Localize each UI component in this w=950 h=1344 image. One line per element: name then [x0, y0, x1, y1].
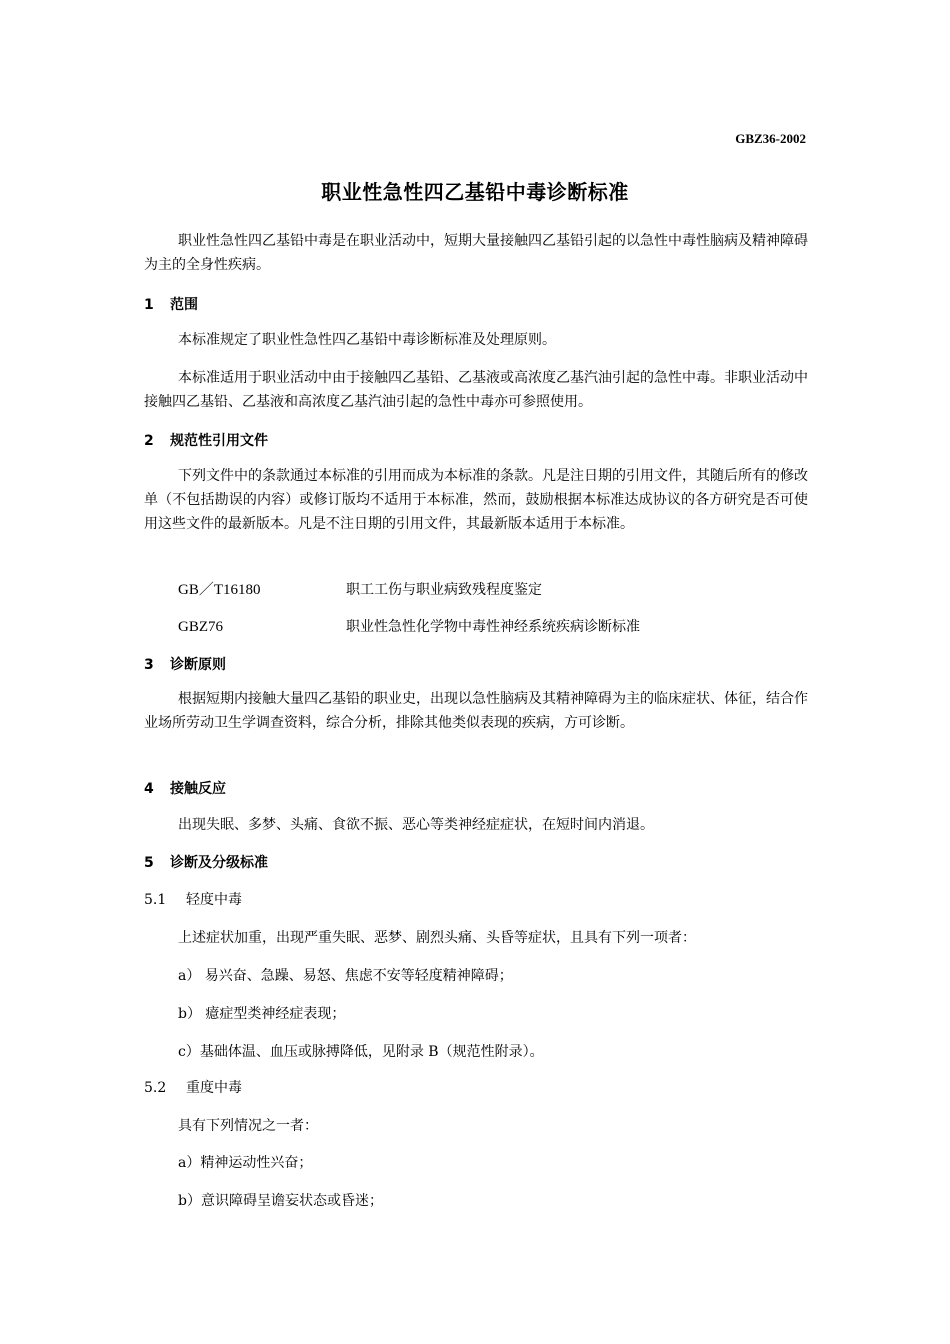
section-number: 5: [144, 855, 154, 871]
subsection-5-2-heading: [144, 1077, 242, 1097]
reference-name: 职工工伤与职业病致残程度鉴定: [346, 582, 542, 598]
section-1-paragraph-2: 本标准适用于职业活动中由于接触四乙基铅、乙基液或高浓度乙基汽油引起的急性中毒。非职业活动中接触四乙基铅、乙基液和高浓度乙基汽油引起的急性中毒亦可参照使用。: [144, 370, 808, 410]
section-1-paragraph-1: 本标准规定了职业性急性四乙基铅中毒诊断标准及处理原则。: [178, 332, 556, 348]
reference-code: GB／T16180: [178, 582, 261, 598]
section-1-heading: [144, 294, 198, 314]
subsection-5-1-heading: [144, 889, 242, 909]
section-3-paragraph-1: 根据短期内接触大量四乙基铅的职业史，出现以急性脑病及其精神障碍为主的临床症状、体征，结合作业场所劳动卫生学调查资料，综合分析，排除其他类似表现的疾病，方可诊断。: [144, 691, 808, 731]
section-4-heading: [144, 778, 226, 798]
reference-name: 职业性急性化学物中毒性神经系统疾病诊断标准: [346, 619, 640, 635]
subsection-title: 轻度中毒: [186, 892, 242, 908]
section-2-paragraph-1: 下列文件中的条款通过本标准的引用而成为本标准的条款。凡是注日期的引用文件，其随后所有的修改单（不包括勘误的内容）或修订版均不适用于本标准，然而，鼓励根据本标准达成协议的各方研究是否可使用这些文件的最新版本。凡是不注日期的引用文件，其最新版本适用于本标准。: [144, 468, 808, 532]
section-5-heading: [144, 852, 268, 872]
section-title: 诊断及分级标准: [170, 855, 268, 871]
reference-row: [178, 578, 542, 599]
list-item: a） 易兴奋、急躁、易怒、焦虑不安等轻度精神障碍；: [178, 968, 513, 984]
section-4-paragraph-1: 出现失眠、多梦、头痛、食欲不振、恶心等类神经症症状，在短时间内消退。: [178, 817, 654, 833]
reference-row: [178, 616, 640, 636]
list-item: b）意识障碍呈谵妄状态或昏迷；: [178, 1193, 383, 1209]
section-number: 1: [144, 297, 154, 313]
section-number: 2: [144, 433, 154, 449]
section-title: 规范性引用文件: [170, 433, 268, 449]
page-title: 职业性急性四乙基铅中毒诊断标准: [321, 180, 629, 204]
subsection-title: 重度中毒: [186, 1080, 242, 1096]
intro-paragraph: 职业性急性四乙基铅中毒是在职业活动中，短期大量接触四乙基铅引起的以急性中毒性脑病及精神障碍为主的全身性疾病。: [144, 233, 808, 273]
section-number: 4: [144, 781, 154, 797]
section-title: 接触反应: [170, 781, 226, 797]
list-item: b） 癔症型类神经症表现；: [178, 1006, 346, 1022]
list-item: a）精神运动性兴奋；: [178, 1155, 313, 1171]
list-item: c）基础体温、血压或脉搏降低，见附录 B（规范性附录）。: [178, 1044, 544, 1060]
subsection-number: 5.2: [144, 1080, 167, 1096]
section-title: 诊断原则: [170, 657, 226, 673]
section-title: 范围: [170, 297, 198, 313]
document-code: GBZ36-2002: [735, 131, 806, 146]
subsection-5-1-paragraph: 上述症状加重，出现严重失眠、恶梦、剧烈头痛、头昏等症状，且具有下列一项者：: [178, 930, 696, 946]
section-2-heading: [144, 430, 268, 450]
subsection-5-2-paragraph: 具有下列情况之一者：: [178, 1118, 318, 1134]
reference-code: GBZ76: [178, 619, 223, 635]
section-3-heading: [144, 654, 226, 674]
subsection-number: 5.1: [144, 892, 167, 908]
section-number: 3: [144, 657, 154, 673]
